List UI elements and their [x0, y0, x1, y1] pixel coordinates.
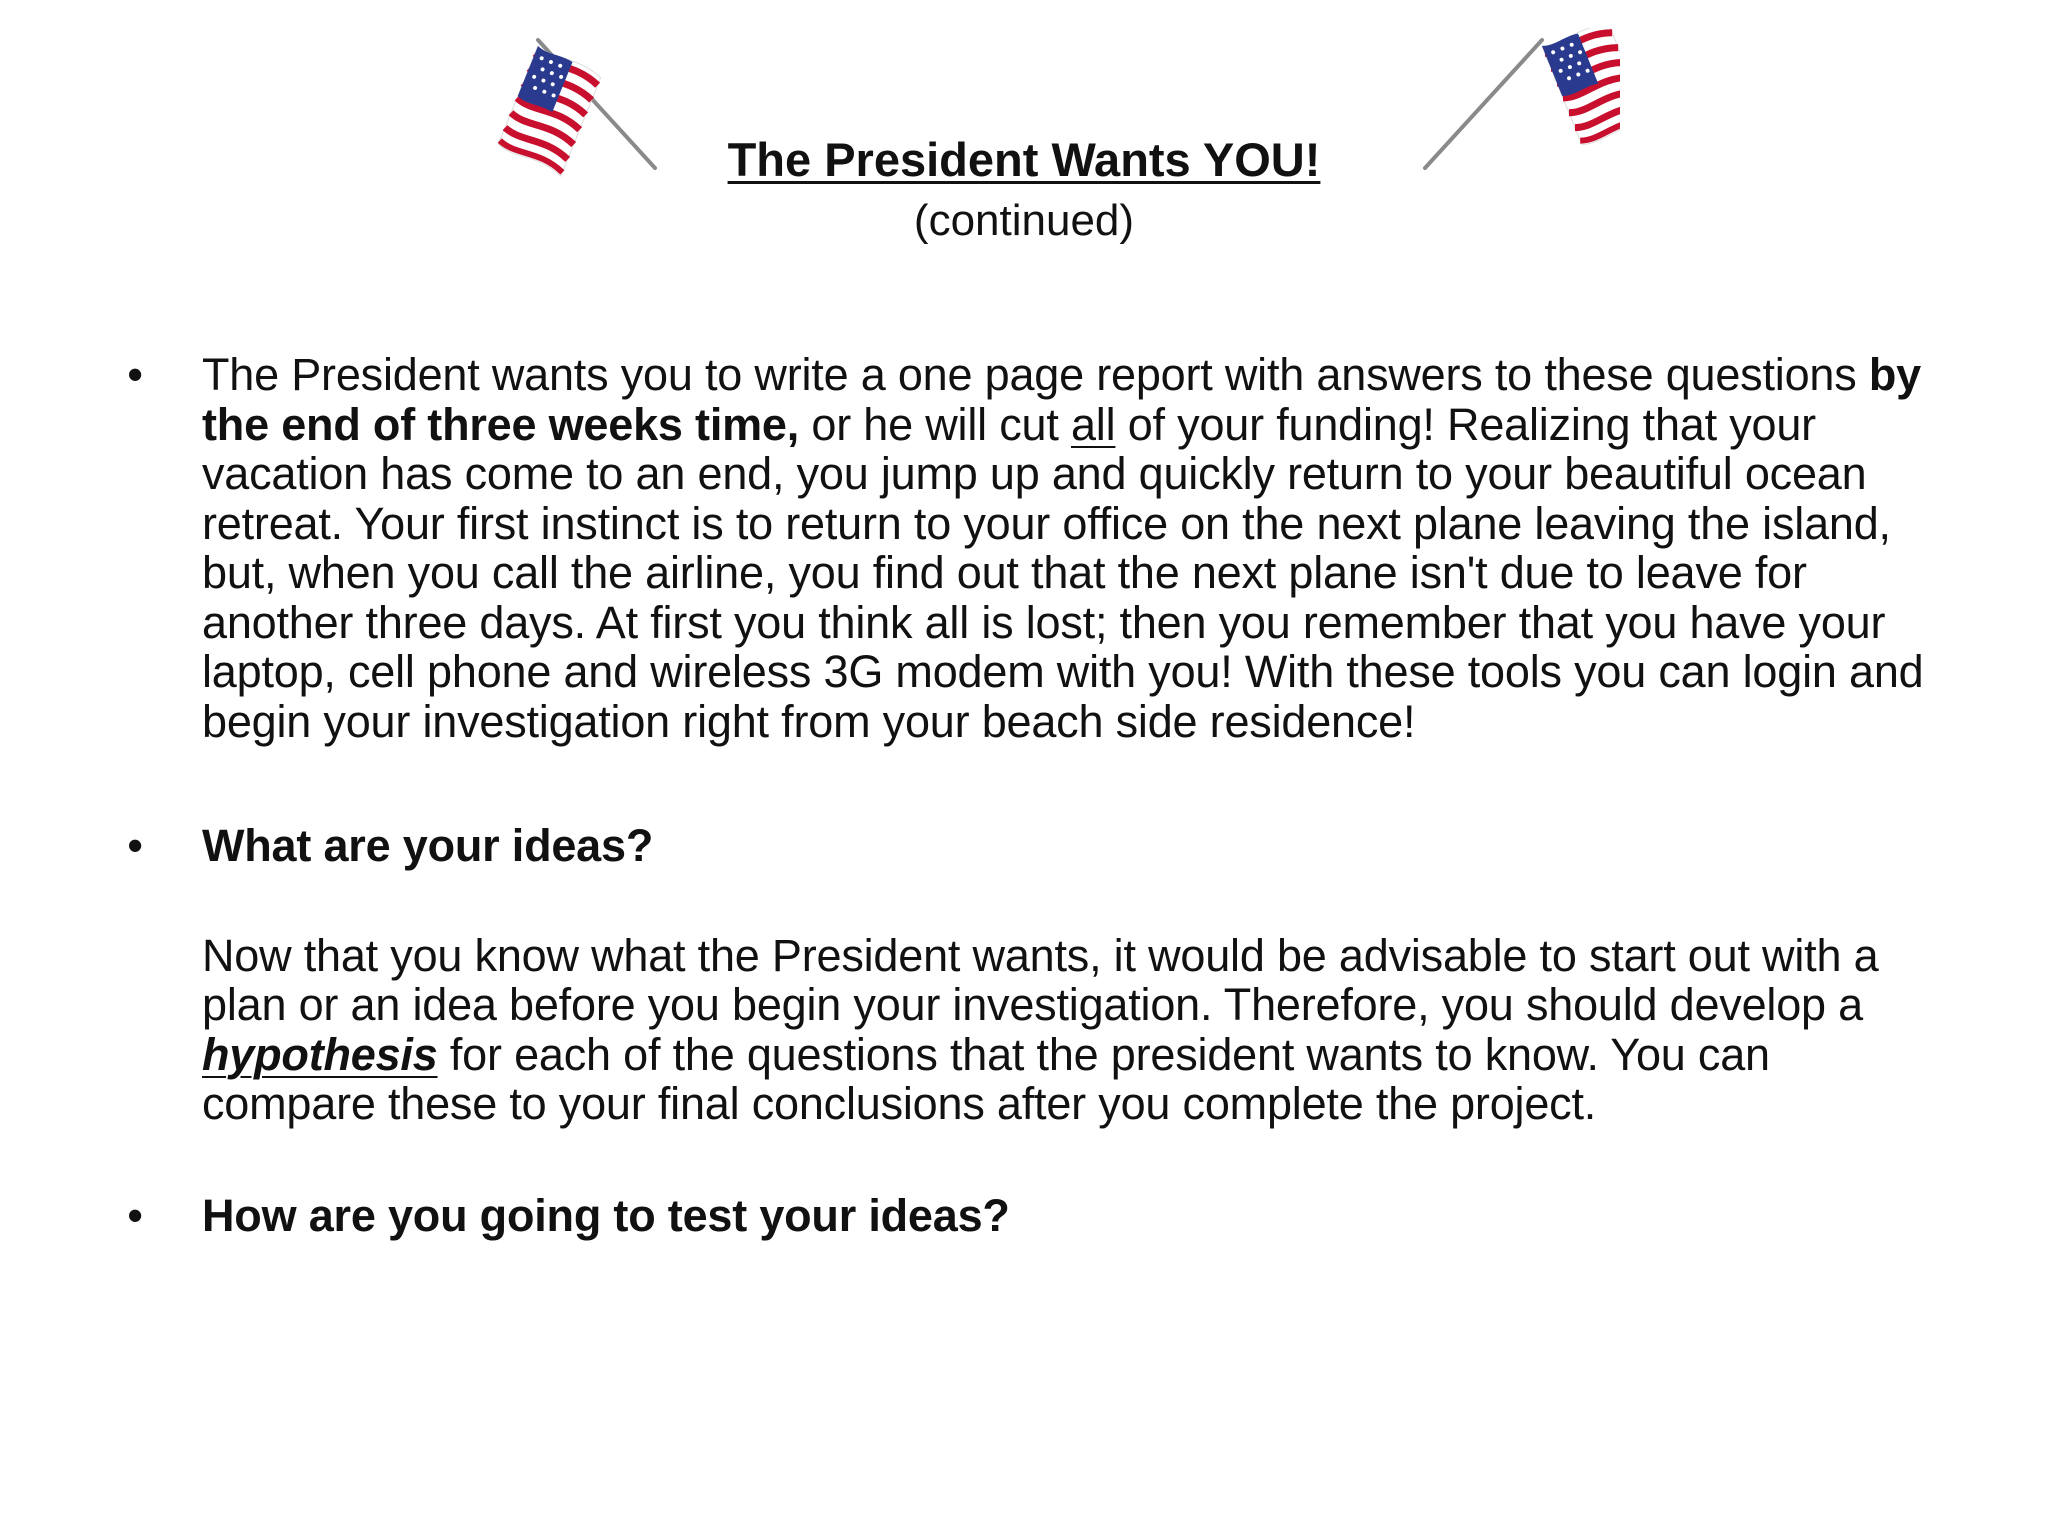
bullet-text: or he will cut	[799, 398, 1071, 450]
bullet-test-question	[120, 1191, 1950, 1241]
bullet-heading: What are your ideas?	[202, 820, 654, 871]
bullet-report-instructions	[120, 350, 1950, 746]
bullet-text: of your funding! Realizing that your vacation has come to an end, you jump up and quickly return to your beautiful ocean retreat. Your first instinct is to return to your office on the next plane leaving the island, but, when you call the airline, you find out that the next plane isn't due to leave for another three days. At first you think all is lost; then you remember that you have your laptop, cell phone and wireless 3G modem with you! With these tools you can login and begin your investigation right from your beach side residence!	[202, 398, 1924, 747]
underlined-all-text: all	[1070, 398, 1116, 450]
bullet-ideas-question	[120, 821, 1950, 871]
paragraph-text: for each of the questions that the president wants to know. You can compare these to your final conclusions after you complete the project.	[202, 1028, 1770, 1129]
slide-title: The President Wants YOU!	[727, 133, 1321, 186]
bullet-marker: •	[127, 349, 143, 400]
bullet-text: The President wants you to write a one page report with answers to these questions	[202, 349, 1869, 400]
bullet-marker: •	[127, 820, 143, 871]
slide-body	[120, 350, 1950, 1240]
bullet-heading: How are you going to test your ideas?	[202, 1189, 1010, 1241]
paragraph-text: Now that you know what the President wants, it would be advisable to start out with a plan or an idea before you begin your investigation. Therefore, you should develop a	[202, 929, 1879, 1030]
hypothesis-term: hypothesis	[202, 1028, 438, 1080]
slide-subtitle: (continued)	[913, 196, 1135, 245]
hypothesis-paragraph	[120, 931, 1950, 1129]
bold-deadline-text: by the end of three weeks time,	[202, 349, 1921, 450]
bullet-marker: •	[127, 1189, 143, 1241]
